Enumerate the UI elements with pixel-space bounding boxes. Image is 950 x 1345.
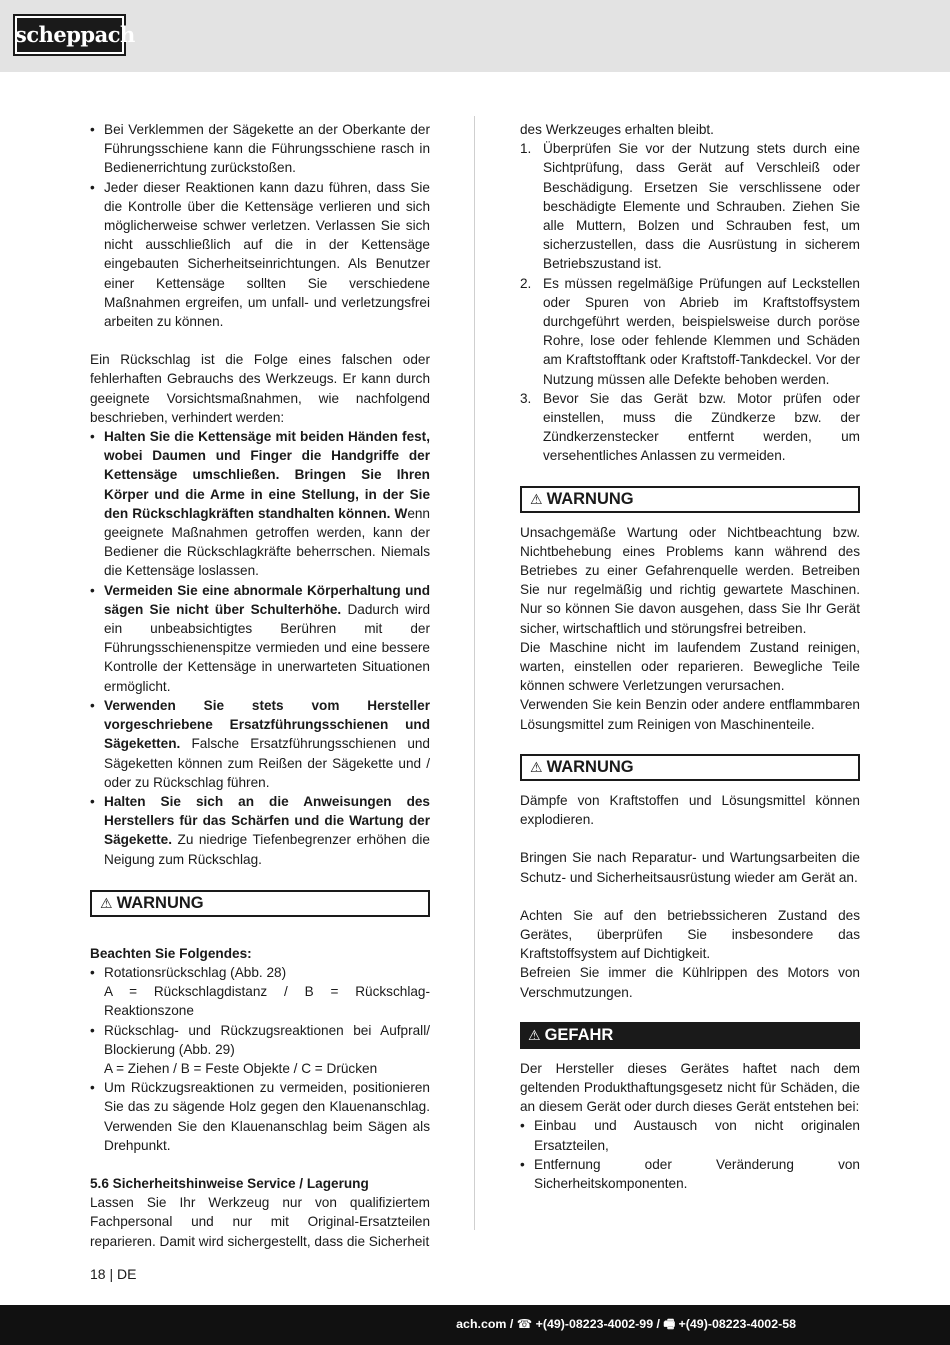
list-item: • Rückschlag- und Rückzugsreaktionen bei Aufprall/ Blockierung (Abb. 29) A = Ziehen / B = Feste Objekte / C = Drücken: [90, 1021, 430, 1079]
language-code: DE: [117, 1266, 137, 1282]
list-item: • Rotationsrückschlag (Abb. 28) A = Rückschlagdistanz / B = Rückschlag-Reaktionszone: [90, 963, 430, 1021]
list-item: [90, 792, 430, 869]
footer-contact: ach.com / ☎ +(49)-08223-4002-99 / 🖷 +(49)-08223-4002-58: [456, 1317, 796, 1331]
warning-triangle-icon: ⚠: [528, 1026, 541, 1043]
danger-paragraph: Der Hersteller dieses Gerätes haftet nach dem geltenden Produkthaftungsgesetz nicht für Schäden, die an diesem Gerät oder durch dieses Gerät entstehen bei:: [520, 1060, 860, 1115]
precaution-bullets: [90, 427, 430, 869]
list-item: [90, 427, 430, 581]
warning-label: WARNUNG: [546, 489, 634, 508]
danger-bullets: [520, 1116, 860, 1193]
check-paragraph: Achten Sie auf den betriebssicheren Zustand des Gerätes, überprüfen Sie insbesondere das Kraftstoffsystem auf Dichtigkeit.: [520, 907, 860, 962]
service-steps: [520, 139, 860, 465]
kickback-intro: Ein Rückschlag ist die Folge eines falschen oder fehlerhaften Gebrauchs des Werkzeugs. Er kann durch geeignete Vorsichtsmaßnahmen, wie nachfolgend beschrieben, verhindert werden:: [90, 352, 430, 425]
beachten-heading: Beachten Sie Folgendes:: [90, 945, 252, 961]
section-heading: 5.6 Sicherheitshinweise Service / Lagerung: [90, 1175, 369, 1191]
warning-label: WARNUNG: [546, 757, 634, 776]
warning-triangle-icon: ⚠: [530, 490, 543, 507]
continuation-text: des Werkzeuges erhalten bleibt.: [520, 122, 714, 137]
list-item: • Entfernung oder Veränderung von Sicherheitskomponenten.: [520, 1155, 860, 1193]
warning-paragraph: Unsachgemäße Wartung oder Nichtbeachtung bzw. Nichtbehebung eines Problems kann während des Betriebes zu einer Gefahrenquelle werden. Betreiben Sie nur regelmäßig und richtig gewartete Maschinen. Nur so können Sie davon ausgehen, dass Sie Ihr Gerät sicher, wirtschaftlich und störungsfrei betreiben.: [520, 524, 860, 636]
warning-triangle-icon: ⚠: [100, 894, 113, 911]
repair-paragraph: Bringen Sie nach Reparatur- und Wartungsarbeiten die Schutz- und Sicherheitsausrüstung wieder am Gerät an.: [520, 850, 860, 885]
list-subtext: A = Rückschlagdistanz / B = Rückschlag-Reaktionszone: [104, 984, 430, 1019]
list-item: • Bei Verklemmen der Sägekette an der Oberkante der Führungsschiene kann die Führungsschiene rasch in Bedienerrichtung zurückstoßen.: [90, 120, 430, 178]
danger-box: [520, 1022, 860, 1049]
warning-triangle-icon: ⚠: [530, 758, 543, 775]
warning-paragraph: Verwenden Sie kein Benzin oder andere entflammbaren Lösungsmittel zum Reinigen von Maschinenteile.: [520, 697, 860, 732]
list-item: 1. Überprüfen Sie vor der Nutzung stets durch eine Sichtprüfung, dass Gerät auf Verschleiß oder Beschädigung. Ersetzen Sie verschlissene oder beschädigte Elemente und Schrauben. Ziehen Sie alle Muttern, Bolzen und Schrauben fest, um sicherzustellen, dass die Ausrüstung in sicherem Betriebszustand ist.: [520, 141, 860, 272]
right-column: [520, 120, 860, 1193]
body-text: Falsche Ersatzführungsschienen und Sägeketten können zum Reißen der Sägekette und / oder zu Rückschlag führen.: [104, 736, 430, 790]
list-subtext: A = Ziehen / B = Feste Objekte / C = Drücken: [104, 1060, 378, 1076]
danger-label: GEFAHR: [544, 1025, 614, 1044]
body-text: Dadurch wird ein unbeabsichtigtes Berühren mit der Führungsschienenspitze vermieden und eine bessere Kontrolle der Kettensäge in unerwarteten Situationen ermöglicht.: [104, 601, 430, 694]
list-item: [90, 696, 430, 792]
bold-text: Halten Sie die Kettensäge mit beiden Händen fest, wobei Daumen und Finger die Handgriffe der Kettensäge umschließen. Bringen Sie Ihren Körper und die Arme in eine Stellung, in der Sie den Rückschlagkräften standhalten können. W: [104, 429, 430, 521]
bold-text: Vermeiden Sie eine abnormale Körperhaltung und sägen Sie nicht über Schulterhöhe.: [104, 582, 430, 617]
warning-box: [90, 890, 430, 917]
warning-paragraph: Die Maschine nicht im laufendem Zustand reinigen, warten, einstellen oder reparieren. Bewegliche Teile können schwere Verletzungen verursachen.: [520, 639, 860, 694]
left-column: [90, 120, 430, 1251]
header-band: [0, 0, 950, 72]
warning-box: [520, 486, 860, 513]
list-item: • Um Rückzugsreaktionen zu vermeiden, positionieren Sie das zu sägende Holz gegen den Klauenanschlag. Verwenden Sie den Klauenanschlag beim Sägen als Drehpunkt.: [90, 1078, 430, 1155]
warning-paragraph: Dämpfe von Kraftstoffen und Lösungsmittel können explodieren.: [520, 792, 860, 828]
warning-label: WARNUNG: [116, 893, 204, 912]
column-divider: [474, 116, 475, 1230]
brand-logo: scheppach: [13, 14, 126, 56]
kickback-bullets: [90, 120, 430, 331]
list-item: • Einbau und Austausch von nicht originalen Ersatzteilen,: [520, 1116, 860, 1154]
beachten-list: [90, 963, 430, 1155]
section-text: Lassen Sie Ihr Werkzeug nur von qualifiziertem Fachpersonal und nur mit Original-Ersatzteilen reparieren. Damit wird sichergestellt, dass die Sicherheit: [90, 1195, 430, 1249]
list-item: 3. Bevor Sie das Gerät bzw. Motor prüfen oder einstellen, muss die Zündkerze bzw. der Zündkerzenstecker entfernt werden, um versehentliches Anlassen zu vermeiden.: [520, 390, 860, 464]
page-number: 18 | DE: [90, 1266, 137, 1282]
bold-text: Verwenden Sie stets vom Hersteller vorgeschriebene Ersatzführungsschienen und Sägeketten.: [104, 697, 430, 752]
clean-paragraph: Befreien Sie immer die Kühlrippen des Motors von Verschmutzungen.: [520, 965, 860, 1000]
list-item: 2. Es müssen regelmäßige Prüfungen auf Leckstellen oder Spuren von Abrieb im Kraftstoffsystem durchgeführt werden, beispielsweise durch poröse Rohre, lose oder fehlende Klemmen und Schäden am Kraftstofftank oder Kraftstoff-Tankdeckel. Vor der Nutzung müssen alle Defekte behoben werden.: [520, 275, 860, 387]
body-text: Zu niedrige Tiefenbegrenzer erhöhen die Neigung zum Rückschlag.: [104, 832, 430, 867]
bold-text: Halten Sie sich an die Anweisungen des Herstellers für das Schärfen und die Wartung der Sägekette.: [104, 793, 430, 848]
body-text: enn geeignete Maßnahmen getroffen werden, kann der Bediener die Rückschlagkräfte beherrschen. Niemals die Kettensäge loslassen.: [104, 505, 430, 579]
warning-box: [520, 754, 860, 781]
list-item: [90, 581, 430, 696]
list-item: • Jeder dieser Reaktionen kann dazu führen, dass Sie die Kontrolle über die Kettensäge verlieren und sich möglicherweise schwer verletzen. Verlassen Sie sich nicht ausschließlich auf die in der Kettensäge eingebauten Sicherheitseinrichtungen. Als Benutzer einer Kettensäge sollten Sie verschiedene Maßnahmen ergreifen, um unfall- und verletzungsfrei arbeiten zu können.: [90, 178, 430, 332]
